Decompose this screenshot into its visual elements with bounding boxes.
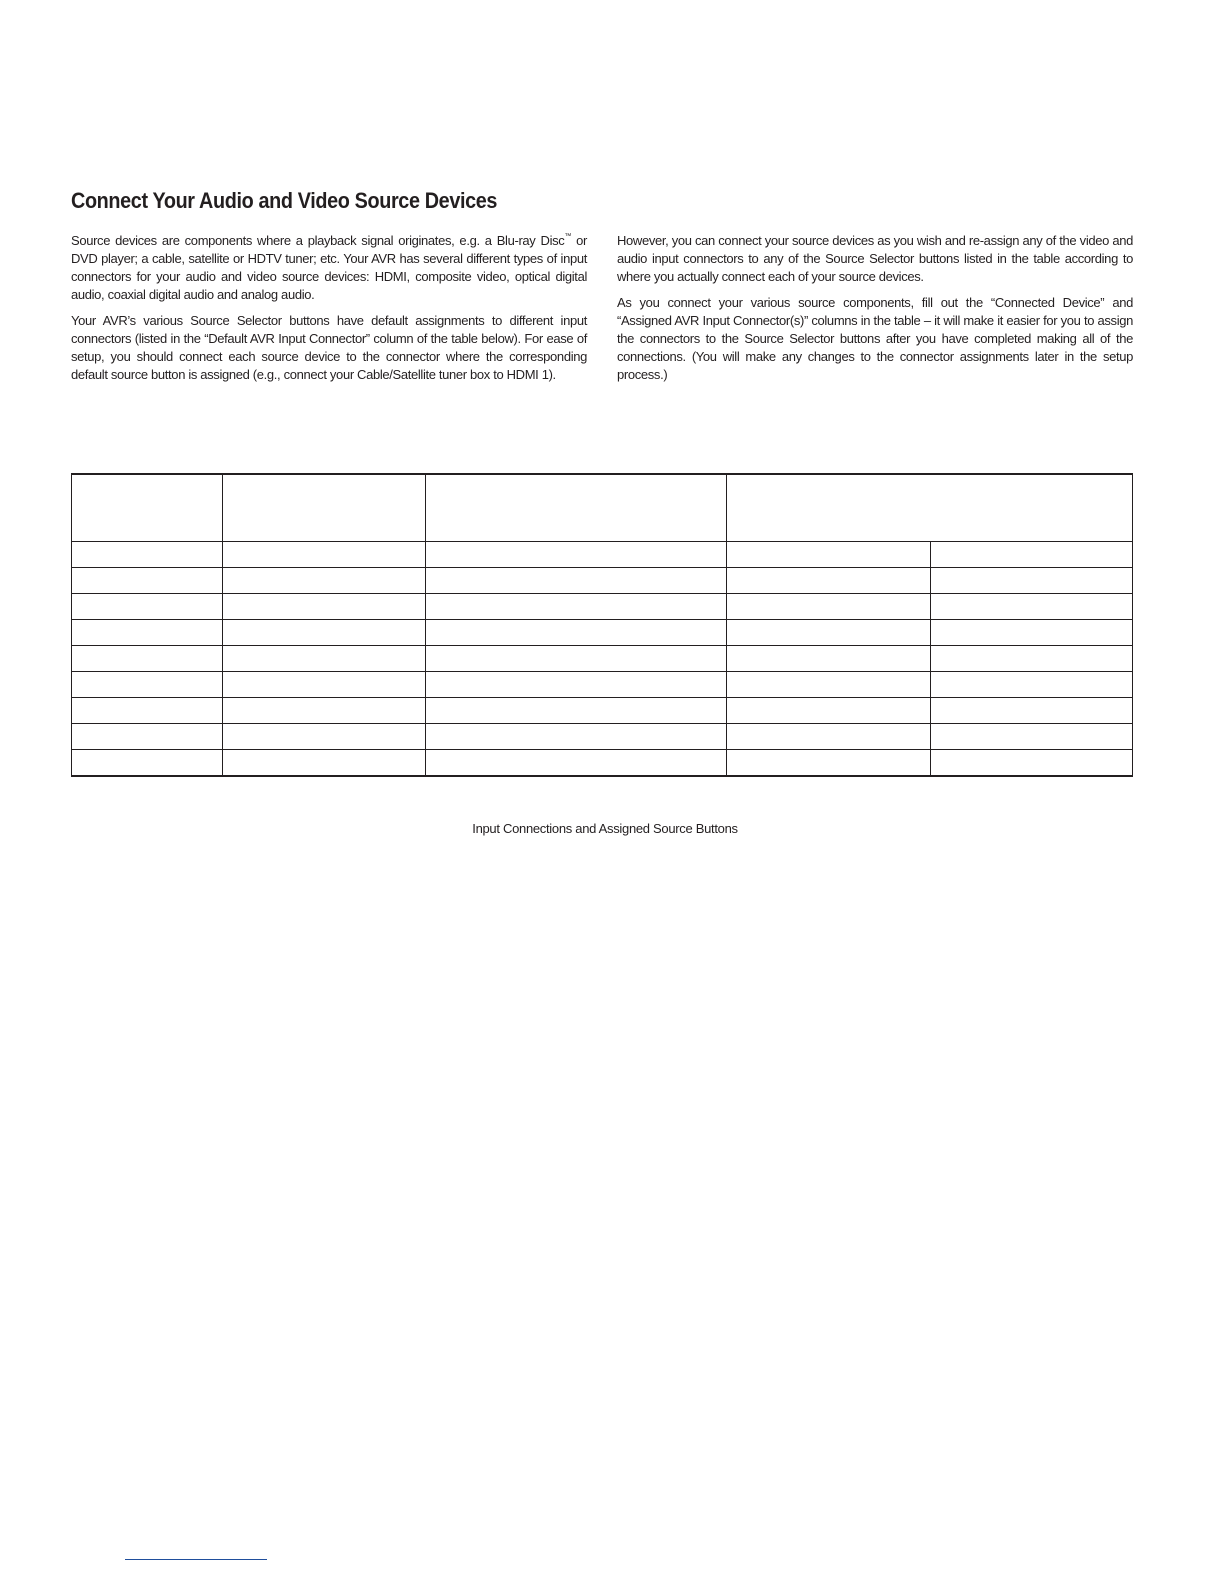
- table-cell: [223, 568, 426, 594]
- table-body: [72, 474, 1133, 776]
- table-cell: [223, 750, 426, 777]
- page-title: Connect Your Audio and Video Source Devices: [71, 188, 498, 213]
- right-paragraph-2: As you connect your various source components, fill out the “Connected Device” and “Assigned AVR Input Connector(s)” columns in the table – it will make it easier for you to assign the connectors to the Source Selector buttons after you have completed making all of the connections. (You will make any changes to the connector assignments later in the setup process.): [617, 295, 1133, 382]
- table-cell: [72, 568, 223, 594]
- table-row: [72, 750, 1133, 777]
- table-cell: [727, 724, 931, 750]
- table-cell: [931, 724, 1133, 750]
- table-caption: Input Connections and Assigned Source Buttons: [472, 821, 738, 836]
- table-cell: [931, 750, 1133, 777]
- header-cell-2: [223, 474, 426, 542]
- table-cell: [931, 672, 1133, 698]
- trademark-symbol: ™: [564, 233, 572, 240]
- table-cell: [72, 724, 223, 750]
- table-row: [72, 646, 1133, 672]
- table-cell: [931, 620, 1133, 646]
- table-cell: [931, 568, 1133, 594]
- left-text-column: [71, 232, 587, 392]
- table-cell: [426, 698, 727, 724]
- left-paragraph-1-start: Source devices are components where a playback signal originates, e.g. a Blu-ray Disc: [71, 233, 565, 248]
- footer-rule: [125, 1559, 267, 1560]
- table-row: [72, 698, 1133, 724]
- table-cell: [426, 568, 727, 594]
- table-cell: [72, 672, 223, 698]
- table-cell: [931, 646, 1133, 672]
- table-cell: [426, 724, 727, 750]
- table-cell: [931, 594, 1133, 620]
- table-cell: [72, 750, 223, 777]
- table-row: [72, 594, 1133, 620]
- table-row: [72, 672, 1133, 698]
- table-cell: [931, 542, 1133, 568]
- table-cell: [727, 698, 931, 724]
- table-cell: [727, 646, 931, 672]
- header-cell-4: [727, 474, 1133, 542]
- table-header-row: [72, 474, 1133, 542]
- table-row: [72, 568, 1133, 594]
- table-row: [72, 542, 1133, 568]
- table-cell: [223, 542, 426, 568]
- table-cell: [426, 646, 727, 672]
- table-cell: [727, 594, 931, 620]
- table-cell: [931, 698, 1133, 724]
- table-cell: [727, 568, 931, 594]
- right-paragraph-1: However, you can connect your source devices as you wish and re-assign any of the video and audio input connectors to any of the Source Selector buttons listed in the table according to where you actually connect each of your source devices.: [617, 233, 1133, 284]
- table-cell: [426, 672, 727, 698]
- right-text-column: [617, 232, 1133, 392]
- table-cell: [223, 698, 426, 724]
- table-cell: [223, 646, 426, 672]
- table-cell: [727, 542, 931, 568]
- table-cell: [426, 542, 727, 568]
- table-row: [72, 620, 1133, 646]
- left-paragraph-1-end: or DVD player; a cable, satellite or HDTV tuner; etc. Your AVR has several different types of input connectors for your audio and video source devices: HDMI, composite video, optical digital audio, coaxial digital audio and analog audio.: [71, 233, 587, 302]
- table-cell: [223, 594, 426, 620]
- table-cell: [72, 698, 223, 724]
- left-paragraph-1: [71, 232, 587, 304]
- table-cell: [426, 594, 727, 620]
- table-cell: [727, 750, 931, 777]
- input-connections-table: [71, 473, 1133, 777]
- table-cell: [727, 620, 931, 646]
- table-row: [72, 724, 1133, 750]
- table-cell: [426, 750, 727, 777]
- table-cell: [223, 724, 426, 750]
- table-cell: [72, 620, 223, 646]
- table-cell: [223, 620, 426, 646]
- table-cell: [72, 542, 223, 568]
- table-cell: [72, 646, 223, 672]
- table-cell: [72, 594, 223, 620]
- header-cell-3: [426, 474, 727, 542]
- table-cell: [727, 672, 931, 698]
- header-cell-1: [72, 474, 223, 542]
- table-cell: [426, 620, 727, 646]
- left-paragraph-2: Your AVR’s various Source Selector buttons have default assignments to different input connectors (listed in the “Default AVR Input Connector” column of the table below). For ease of setup, you should connect each source device to the connector where the corresponding default source button is assigned (e.g., connect your Cable/Satellite tuner box to HDMI 1).: [71, 313, 587, 382]
- table-cell: [223, 672, 426, 698]
